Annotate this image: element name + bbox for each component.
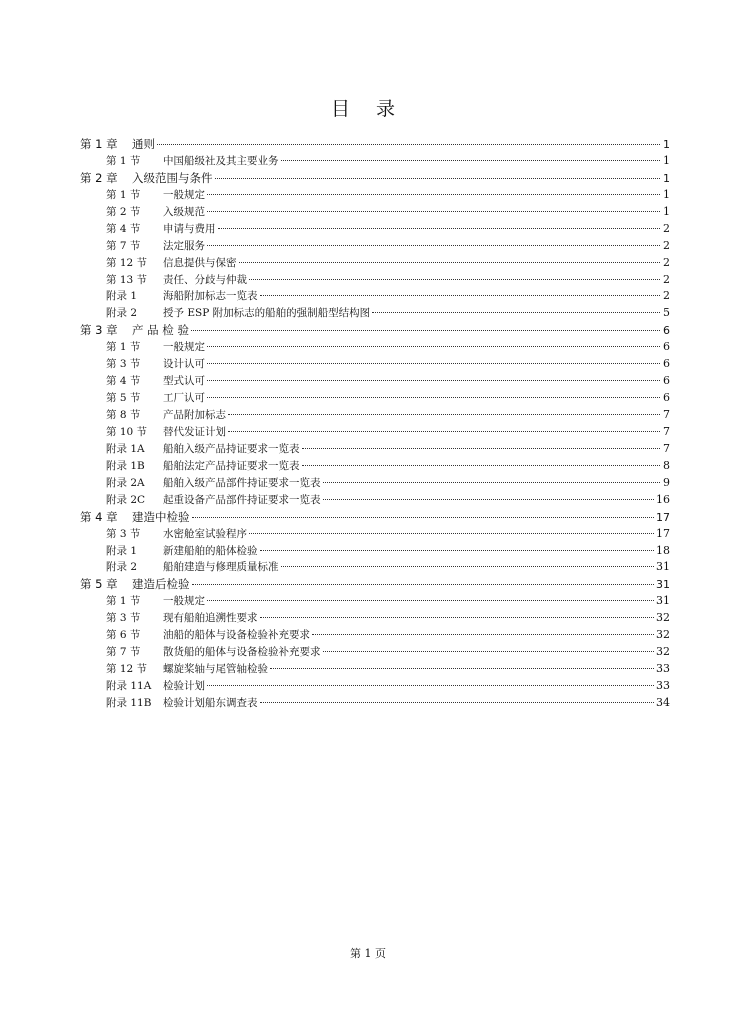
toc-entry-page: 2 (663, 255, 670, 269)
toc-section-entry[interactable] (80, 187, 670, 204)
toc-entry-title: 入级范围与条件 (132, 170, 213, 185)
toc-section-entry[interactable] (80, 339, 670, 356)
toc-entry-number: 附录 1B (106, 459, 145, 472)
toc-entry-number: 第 6 节 (106, 629, 141, 642)
toc-entry-page: 33 (656, 679, 670, 692)
dot-leader (207, 380, 660, 381)
toc-entry-title: 产品附加标志 (163, 409, 226, 421)
dot-leader (192, 584, 655, 585)
toc-entry-number: 第 3 节 (106, 612, 141, 625)
dot-leader (207, 194, 660, 195)
dot-leader (207, 363, 660, 364)
toc-entry-page: 18 (656, 543, 670, 557)
toc-section-entry[interactable] (80, 407, 670, 424)
toc-entry-title: 申请与费用 (163, 222, 216, 235)
dot-leader (228, 414, 660, 415)
toc-entry-page: 17 (656, 510, 670, 524)
toc-section-entry[interactable] (80, 424, 670, 441)
dot-leader (323, 482, 661, 483)
toc-chapter-entry[interactable] (80, 170, 670, 187)
toc-section-entry[interactable] (80, 644, 670, 661)
dot-leader (372, 312, 660, 313)
toc-entry-title: 入级规范 (163, 205, 205, 218)
toc-section-entry[interactable] (80, 373, 670, 390)
toc-entry-title: 海船附加标志一览表 (163, 290, 258, 303)
dot-leader (192, 517, 655, 518)
toc-entry-page: 6 (663, 324, 670, 338)
toc-entry-page: 32 (656, 628, 670, 642)
toc-entry-number: 第 1 节 (106, 188, 141, 201)
dot-leader (215, 178, 661, 179)
toc-entry-title: 船舶入级产品部件持证要求一览表 (163, 476, 321, 489)
toc-entry-page: 32 (656, 645, 670, 659)
toc-section-entry[interactable] (80, 390, 670, 407)
toc-entry-page: 31 (656, 594, 670, 608)
toc-entry-page: 17 (656, 526, 670, 540)
page-title: 目 录 (330, 98, 406, 120)
toc-entry-title: 授予 ESP 附加标志的船舶的强制船型结构图 (163, 307, 371, 320)
toc-entry-page: 7 (663, 424, 670, 438)
dot-leader (260, 550, 655, 551)
toc-entry-number: 第 3 节 (106, 358, 141, 371)
dot-leader (239, 262, 661, 263)
toc-section-entry[interactable] (80, 475, 670, 492)
toc-entry-title: 船舶入级产品持证要求一览表 (163, 442, 300, 455)
toc-entry-title: 建造后检验 (132, 577, 190, 592)
dot-leader (207, 245, 660, 246)
page-number-footer: 第 1 页 (350, 947, 386, 960)
toc-entry-number: 第 10 节 (106, 425, 148, 438)
toc-entry-title: 起重设备产品部件持证要求一览表 (163, 493, 321, 506)
toc-section-entry[interactable] (80, 610, 670, 627)
toc-chapter-entry[interactable] (80, 509, 670, 526)
toc-entry-title: 现有船舶追溯性要求 (163, 612, 258, 625)
toc-entry-number: 第 12 节 (106, 256, 148, 269)
toc-entry-number: 附录 11A (106, 680, 152, 692)
toc-entry-title: 散货船的船体与设备检验补充要求 (163, 646, 321, 659)
toc-entry-page: 1 (663, 204, 670, 218)
toc-section-entry[interactable] (80, 356, 670, 373)
dot-leader (302, 465, 661, 466)
toc-entry-title: 一般规定 (163, 595, 205, 608)
toc-entry-title: 船舶法定产品持证要求一览表 (163, 459, 300, 472)
dot-leader (249, 279, 660, 280)
toc-section-entry[interactable] (80, 221, 670, 238)
dot-leader (191, 330, 660, 331)
toc-entry-page: 6 (663, 357, 670, 371)
toc-entry-title: 一般规定 (163, 188, 205, 201)
toc-entry-page: 5 (663, 306, 670, 320)
toc-section-entry[interactable] (80, 627, 670, 644)
toc-entry-title: 工厂认可 (163, 392, 205, 405)
toc-entry-title: 船舶建造与修理质量标准 (163, 561, 279, 574)
toc-entry-number: 第 4 节 (106, 222, 141, 235)
toc-section-entry[interactable] (80, 526, 670, 543)
toc-section-entry[interactable] (80, 559, 670, 576)
toc-section-entry[interactable] (80, 543, 670, 560)
toc-entry-number: 第 7 节 (106, 239, 141, 252)
toc-entry-title: 新建船舶的船体检验 (163, 544, 258, 557)
toc-entry-number: 第 1 节 (106, 595, 141, 608)
toc-section-entry[interactable] (80, 238, 670, 255)
dot-leader (207, 685, 654, 686)
toc-section-entry[interactable] (80, 441, 670, 458)
dot-leader (207, 211, 660, 212)
toc-entry-title: 建造中检验 (132, 509, 190, 524)
toc-entry-number: 第 5 节 (106, 392, 141, 405)
dot-leader (207, 397, 660, 398)
toc-section-entry[interactable] (80, 695, 670, 712)
toc-chapter-entry[interactable] (80, 322, 670, 339)
dot-leader (270, 668, 654, 669)
toc-section-entry[interactable] (80, 288, 670, 305)
toc-entry-number: 第 3 章 (80, 323, 118, 338)
dot-leader (323, 499, 655, 500)
toc-chapter-entry[interactable] (80, 576, 670, 593)
toc-entry-page: 2 (663, 238, 670, 252)
toc-section-entry[interactable] (80, 492, 670, 509)
toc-entry-page: 16 (656, 492, 670, 506)
toc-entry-title: 一般规定 (163, 341, 205, 354)
toc-entry-title: 型式认可 (163, 375, 205, 388)
toc-entry-page: 8 (663, 458, 670, 472)
toc-section-entry[interactable] (80, 153, 670, 170)
toc-entry-number: 第 2 章 (80, 170, 118, 185)
toc-entry-title: 替代发证计划 (163, 425, 226, 438)
dot-leader (157, 144, 660, 145)
toc-entry-title: 螺旋桨轴与尾管轴检验 (163, 663, 268, 676)
toc-entry-page: 31 (656, 560, 670, 574)
dot-leader (260, 295, 661, 296)
toc-entry-number: 附录 2C (106, 493, 146, 506)
toc-entry-number: 第 4 节 (106, 375, 141, 388)
dot-leader (207, 600, 654, 601)
toc-entry-number: 第 2 节 (106, 205, 141, 218)
toc-entry-page: 7 (663, 441, 670, 455)
toc-entry-page: 32 (656, 611, 670, 625)
toc-entry-number: 第 13 节 (106, 273, 148, 286)
toc-entry-number: 附录 1 (106, 290, 138, 303)
toc-section-entry[interactable] (80, 678, 670, 695)
toc-entry-title: 中国船级社及其主要业务 (163, 154, 279, 167)
toc-entry-number: 第 3 节 (106, 527, 141, 540)
toc-entry-number: 第 1 节 (106, 154, 141, 167)
toc-entry-title: 通则 (132, 137, 155, 151)
dot-leader (302, 448, 661, 449)
toc-entry-page: 6 (663, 374, 670, 388)
toc-entry-page: 1 (663, 171, 670, 185)
toc-entry-number: 第 5 章 (80, 577, 118, 592)
toc-section-entry[interactable] (80, 204, 670, 221)
toc-entry-title: 水密舱室试验程序 (163, 527, 247, 540)
dot-leader (249, 533, 654, 534)
toc-section-entry[interactable] (80, 272, 670, 289)
dot-leader (323, 651, 655, 652)
toc-entry-page: 7 (663, 408, 670, 421)
toc-entry-number: 第 7 节 (106, 646, 141, 659)
toc-section-entry[interactable] (80, 661, 670, 678)
toc-entry-number: 附录 1A (106, 442, 145, 455)
toc-entry-number: 第 1 节 (106, 341, 141, 354)
dot-leader (228, 431, 660, 432)
toc-entry-number: 附录 2 (106, 307, 138, 320)
toc-entry-page: 33 (656, 662, 670, 676)
dot-leader (260, 702, 655, 703)
dot-leader (260, 617, 655, 618)
toc-section-entry[interactable] (80, 305, 670, 322)
toc-entry-number: 第 12 节 (106, 663, 148, 676)
toc-entry-page: 2 (663, 289, 670, 303)
table-of-contents (80, 136, 670, 712)
toc-entry-page: 6 (663, 340, 670, 354)
toc-entry-number: 第 1 章 (80, 137, 118, 151)
toc-entry-page: 2 (663, 221, 670, 235)
toc-entry-page: 2 (663, 272, 670, 286)
toc-entry-title: 产 品 检 验 (132, 323, 189, 338)
toc-entry-page: 1 (663, 187, 670, 201)
toc-entry-number: 附录 2 (106, 561, 138, 574)
toc-entry-page: 1 (663, 138, 670, 151)
toc-section-entry[interactable] (80, 458, 670, 475)
toc-entry-page: 9 (663, 475, 670, 489)
toc-entry-number: 附录 1 (106, 544, 138, 557)
toc-entry-number: 附录 11B (106, 696, 152, 709)
toc-chapter-entry[interactable] (80, 136, 670, 153)
toc-entry-title: 检验计划 (163, 680, 205, 692)
dot-leader (218, 228, 661, 229)
dot-leader (281, 160, 661, 161)
toc-entry-title: 法定服务 (163, 239, 205, 252)
toc-entry-title: 设计认可 (163, 358, 205, 371)
toc-entry-title: 责任、分歧与仲裁 (163, 273, 247, 286)
toc-entry-number: 第 4 章 (80, 509, 118, 524)
toc-section-entry[interactable] (80, 255, 670, 272)
dot-leader (281, 566, 655, 567)
toc-entry-title: 检验计划船东调查表 (163, 696, 258, 709)
toc-entry-page: 31 (656, 578, 670, 592)
toc-entry-page: 1 (663, 153, 670, 167)
toc-entry-title: 油船的船体与设备检验补充要求 (163, 629, 310, 642)
toc-entry-page: 34 (656, 695, 670, 709)
toc-section-entry[interactable] (80, 593, 670, 610)
toc-entry-title: 信息提供与保密 (163, 256, 237, 269)
dot-leader (207, 346, 660, 347)
dot-leader (312, 634, 654, 635)
toc-entry-page: 6 (663, 391, 670, 405)
toc-entry-number: 附录 2A (106, 476, 145, 489)
toc-entry-number: 第 8 节 (106, 409, 141, 421)
